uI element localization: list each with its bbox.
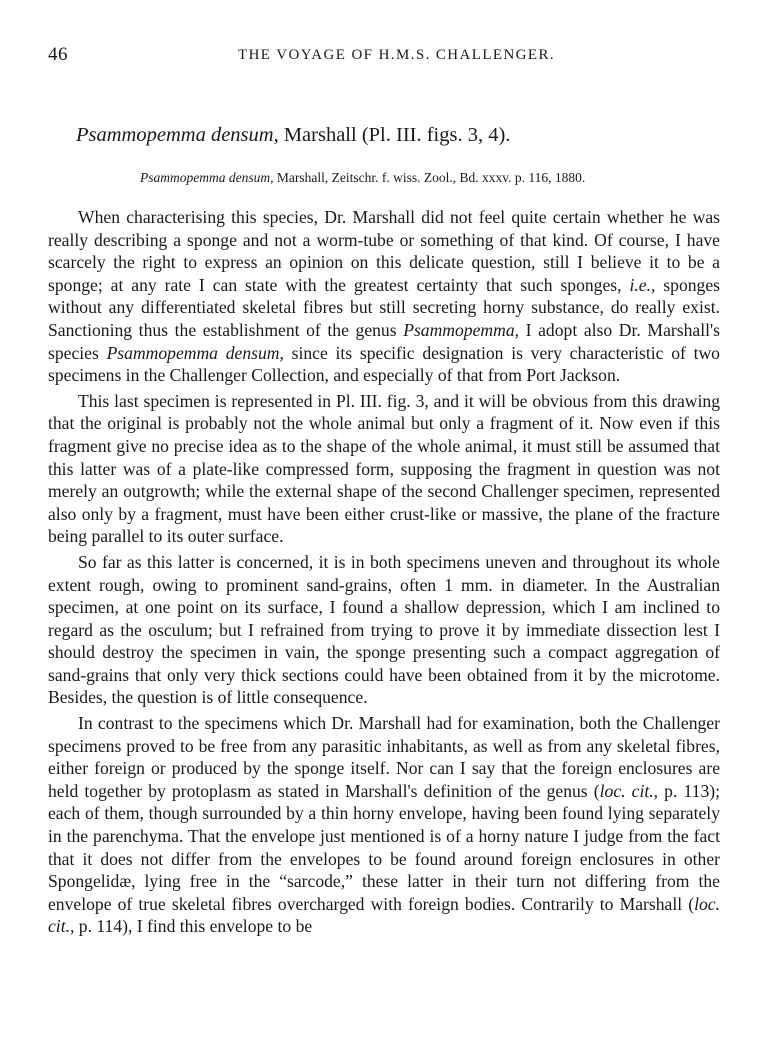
text-run: I adopt also Dr. Marshall's species: [48, 319, 720, 363]
species-authority: Marshall (Pl. III. figs. 3, 4).: [278, 124, 511, 146]
text-run: since its specific designation is very characteristic of two specimens in the Challenger Collection, and especially of that from Port Jackson.: [48, 342, 720, 386]
text-run: p. 114), I find this envelope to be: [74, 916, 313, 937]
body-paragraph: [48, 551, 720, 709]
italic-text-run: i.e.,: [629, 274, 656, 295]
running-header: [48, 44, 720, 70]
species-heading: [76, 124, 510, 147]
italic-text-run: Psammopemma,: [403, 319, 520, 340]
body-paragraph: [48, 206, 720, 387]
body-text: [48, 206, 720, 941]
species-name: Psammopemma densum,: [76, 124, 279, 146]
page-number: 46: [48, 44, 68, 65]
citation-species-name: Psammopemma densum,: [140, 170, 274, 185]
running-title: THE VOYAGE OF H.M.S. CHALLENGER.: [238, 47, 556, 63]
text-run: So far as this latter is concerned, it is in both specimens uneven and throughout its whole extent rough, owing to prominent sand-grains, often 1 mm. in diameter. In the Australian specimen, at one point on its surface, I found a shallow depression, which I am inclined to regard as the osculum; but I refrained from trying to prove it by immediate dissection lest I should destroy the specimen in vain, the sponge presenting such a compact aggregation of sand-grains that only very thick sections could have been obtained from it by the microtome. Besides, the question is of little consequence.: [48, 551, 720, 708]
body-paragraph: [48, 712, 720, 938]
italic-text-run: loc. cit.,: [599, 780, 659, 801]
literature-citation: [140, 170, 585, 186]
text-run: p. 113); each of them, though surrounded by a thin horny envelope, having been found lying separately in the parenchyma. That the envelope just mentioned is of a horny nature I judge from the fact that it does not differ from the envelopes to be found around foreign enclosures in other Spongelidæ, lying free in the “sarcode,” these latter in their turn not differing from the envelope of true skeletal fibres overcharged with foreign bodies. Contrarily to Marshall (: [48, 780, 720, 914]
text-run: This last specimen is represented in Pl. III. fig. 3, and it will be obvious from this drawing that the original is probably not the whole animal but only a fragment of it. Now even if this fragment give no precise idea as to the shape of the whole animal, it must still be assumed that this latter was of a plate-like compressed form, supposing the fragment in question was not merely an outgrowth; while the external shape of the second Challenger specimen, represented also only by a fragment, must have been either crust-like or massive, the plane of the fracture being parallel to its outer surface.: [48, 390, 720, 547]
citation-reference: Marshall, Zeitschr. f. wiss. Zool., Bd. xxxv. p. 116, 1880.: [273, 170, 586, 185]
body-paragraph: [48, 390, 720, 548]
text-run: In contrast to the specimens which Dr. Marshall had for examination, both the Challenger specimens proved to be free from any parasitic inhabitants, as well as from any skeletal fibres, either foreign or produced by the sponge itself. Nor can I say that the foreign enclosures are held together by protoplasm as stated in Marshall's definition of the genus (: [48, 713, 720, 801]
italic-text-run: loc. cit.,: [48, 893, 720, 937]
italic-text-run: Psammopemma densum,: [106, 342, 284, 363]
text-run: When characterising this species, Dr. Marshall did not feel quite certain whether he was really describing a sponge and not a worm-tube or something of that kind. Of course, I have scarcely the right to express an opinion on this delicate question, still I believe it to be a sponge; at any rate I can state with the greatest certainty that such sponges,: [48, 207, 720, 295]
text-run: sponges without any differentiated skeletal fibres but still secreting horny substance, do really exist. Sanctioning thus the establishment of the genus: [48, 274, 720, 340]
